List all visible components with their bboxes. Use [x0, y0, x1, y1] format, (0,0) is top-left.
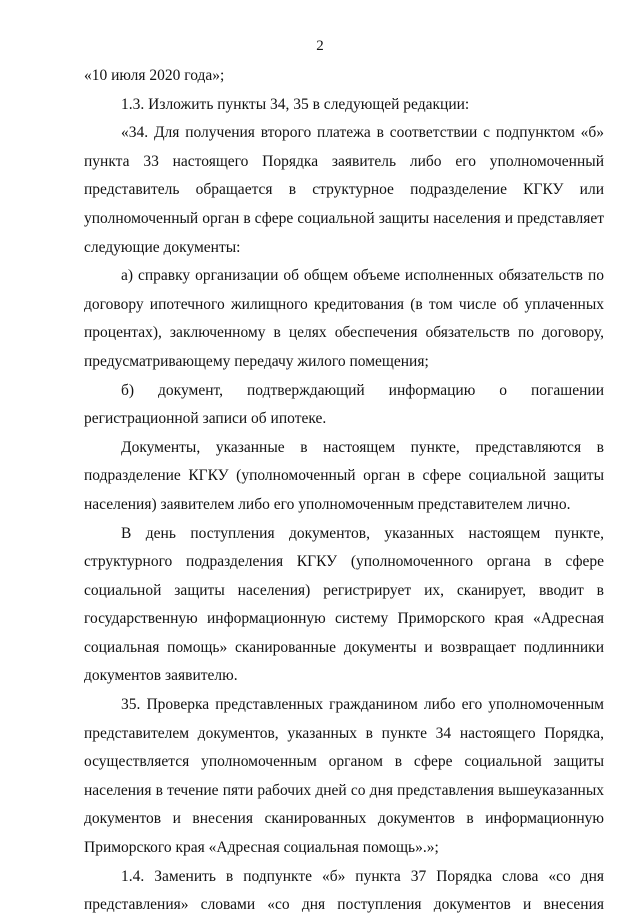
text-line: 1.3. Изложить пункты 34, 35 в следующей редакции:: [121, 95, 470, 113]
text-line: 35. Проверка представленных гражданином либо его уполномоченным: [121, 696, 604, 714]
text-line: социальной защиты населения) регистрирует их, сканирует, вводит в: [84, 581, 604, 599]
text-line: пункта 33 настоящего Порядка заявитель либо его уполномоченный: [84, 152, 604, 170]
text-line: Документы, указанные в настоящем пункте, представляются в: [121, 438, 604, 456]
text-line: представления» словами «со дня поступления документов и внесения: [84, 896, 604, 914]
text-line: социальная помощь» сканированные документы и возвращает подлинники: [84, 638, 604, 656]
text-line: государственную информационную систему Приморского края «Адресная: [84, 610, 604, 628]
text-line: представителем документов, указанных в пункте 34 настоящего Порядка,: [84, 724, 604, 742]
text-line: населения) заявителем либо его уполномоченным представителем лично.: [84, 495, 571, 513]
text-line: документов и внесения сканированных документов в информационную: [84, 810, 604, 828]
text-line: следующие документы:: [84, 238, 241, 256]
text-line: В день поступления документов, указанных настоящем пункте,: [121, 524, 604, 542]
text-line: «34. Для получения второго платежа в соответствии с подпунктом «б»: [121, 124, 604, 142]
text-line: договору ипотечного жилищного кредитования (в том числе об уплаченных: [84, 295, 604, 313]
text-line: структурного подразделения КГКУ (уполномоченного органа в сфере: [84, 553, 604, 571]
text-line: «10 июля 2020 года»;: [84, 67, 225, 84]
text-line: подразделение КГКУ (уполномоченный орган в сфере социальной защиты: [84, 467, 604, 485]
page-number: 2: [316, 38, 324, 54]
text-line: а) справку организации об общем объеме исполненных обязательств по: [121, 267, 604, 285]
text-line: осуществляется уполномоченным органом в сфере социальной защиты: [84, 753, 604, 771]
text-line: представитель обращается в структурное подразделение КГКУ или: [84, 181, 604, 199]
text-line: б) документ, подтверждающий информацию о погашении: [121, 381, 604, 399]
text-line: документов заявителю.: [84, 667, 238, 685]
text-line: регистрационной записи об ипотеке.: [84, 410, 327, 428]
document-body: [84, 62, 604, 920]
text-line: населения в течение пяти рабочих дней со дня представления вышеуказанных: [84, 781, 604, 799]
text-line: 1.4. Заменить в подпункте «б» пункта 37 Порядка слова «со дня: [121, 867, 604, 885]
text-line: Приморского края «Адресная социальная помощь».»;: [84, 839, 439, 857]
text-line: уполномоченный орган в сфере социальной защиты населения и представляет: [84, 209, 604, 227]
text-line: предусматривающему передачу жилого помещения;: [84, 352, 429, 370]
text-line: процентах), заключенному в целях обеспечения обязательств по договору,: [84, 324, 604, 342]
